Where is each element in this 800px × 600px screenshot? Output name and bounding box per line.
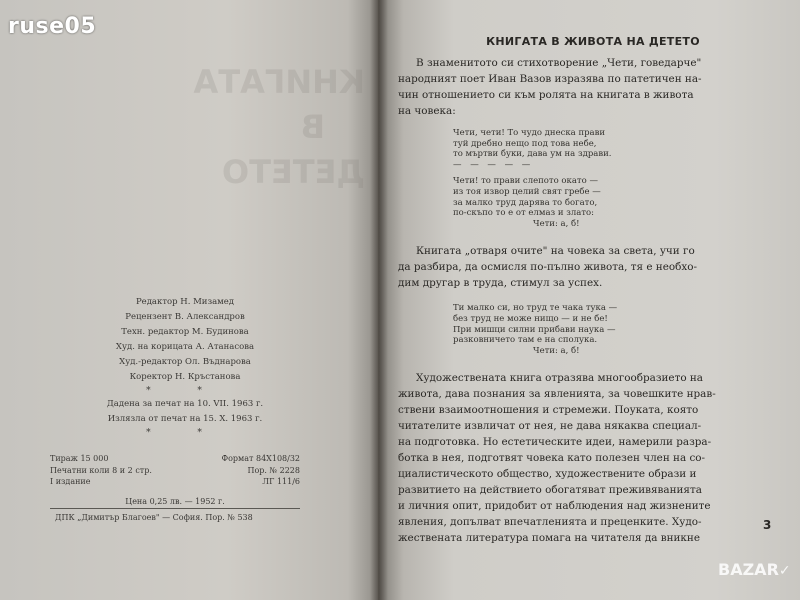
- book-gutter: [370, 0, 388, 600]
- page-number: 3: [763, 518, 772, 532]
- chapter-content: [398, 35, 768, 546]
- paragraph-1: В знаменитото си стихотворение „Чети, говедарче" народният поет Иван Вазов изразява по патетичен на- чин отношението си към ролята на книгата в живота на човека:: [398, 57, 702, 117]
- divider: [50, 508, 300, 509]
- logo-text: BAZAR: [718, 560, 779, 579]
- print-metadata: [50, 453, 300, 507]
- credits-block: [100, 295, 270, 439]
- site-watermark: ruse05: [8, 14, 97, 39]
- credit-proofreader: Коректор Н. Кръстанова: [129, 372, 241, 382]
- check-icon: ✓: [778, 563, 791, 579]
- poem-quote-1: Чети, чети! То чудо днеска прави туй дребно нещо под това небе, то мъртви буки, дава ум на здрави. — — — — — Чети! то прави слепото окато — из тоя извор целий свят гребе — за малко труд дарява то богато, по-скъпо то е от елмаз и злато: Чети: а, б!: [453, 128, 768, 229]
- paragraph-2: Книгата „отваря очите" на човека за света, учи го да разбира, да осмисля по-пълно живота, тя е необхо- дим другар в труда, стимул за успех.: [398, 245, 698, 290]
- print-date: Дадена за печат на 10. VII. 1963 г.: [106, 399, 264, 409]
- poem-signature: Чети: а, б!: [533, 345, 580, 356]
- credit-editor: Редактор Н. Мизамед: [135, 297, 235, 307]
- credit-cover-artist: Худ. на корицата А. Атанасова: [115, 342, 255, 352]
- ornament-stars-2: * *: [146, 428, 224, 438]
- order-number: Пор. № 2228: [247, 465, 300, 475]
- paragraph-3: Художествената книга отразява многообразието на живота, дава познания за явленията, за човешките нрав- ствени взаимоотношения и стремежи. Поуката, която читателите извличат от нея, не дава някаква специал- на подготовка. Но естетическите идеи, намерили разра- ботка в нея, подготвят човека като полезен член на со- циалистическото общество, художествените образи и развитието на действието обогатяват преживяванията и личния опит, придобит от наблюдения над жизнените явления, допълват впечатленията и преценките. Худо- жествената литература помага на читателя да вникне: [398, 372, 716, 545]
- credit-reviewer: Рецензент В. Александров: [125, 312, 245, 322]
- show-through-text: КНИГАТА В ДЕТЕТО: [193, 63, 365, 191]
- credit-tech-editor: Техн. редактор М. Будинова: [121, 327, 249, 337]
- catalog-code: ЛГ 111/6: [262, 477, 300, 486]
- release-date: Излязла от печат на 15. Х. 1963 г.: [107, 414, 263, 424]
- edition: I издание: [50, 477, 91, 486]
- ornament-stars: * *: [146, 386, 224, 396]
- chapter-title: КНИГАТА В ЖИВОТА НА ДЕТЕТО: [486, 35, 700, 48]
- credit-art-editor: Худ.-редактор Ол. Въднарова: [119, 357, 251, 367]
- print-sheets: Печатни коли 8 и 2 стр.: [50, 465, 152, 475]
- poem-signature: Чети: а, б!: [533, 218, 580, 229]
- format: Формат 84Х108/32: [221, 454, 300, 463]
- price: Цена 0,25 лв. — 1952 г.: [125, 496, 225, 506]
- poem-quote-2: Ти малко си, но труд те чака тука — без труд не може нищо — и не бе! При мишци силни прибави наука — разковничето там е на сполука. Чети: а, б!: [453, 303, 768, 356]
- printer-line: ДПК „Димитър Благоев" — София. Пор. № 538: [55, 513, 253, 522]
- bazar-logo: [718, 560, 791, 579]
- tirage: Тираж 15 000: [50, 454, 109, 463]
